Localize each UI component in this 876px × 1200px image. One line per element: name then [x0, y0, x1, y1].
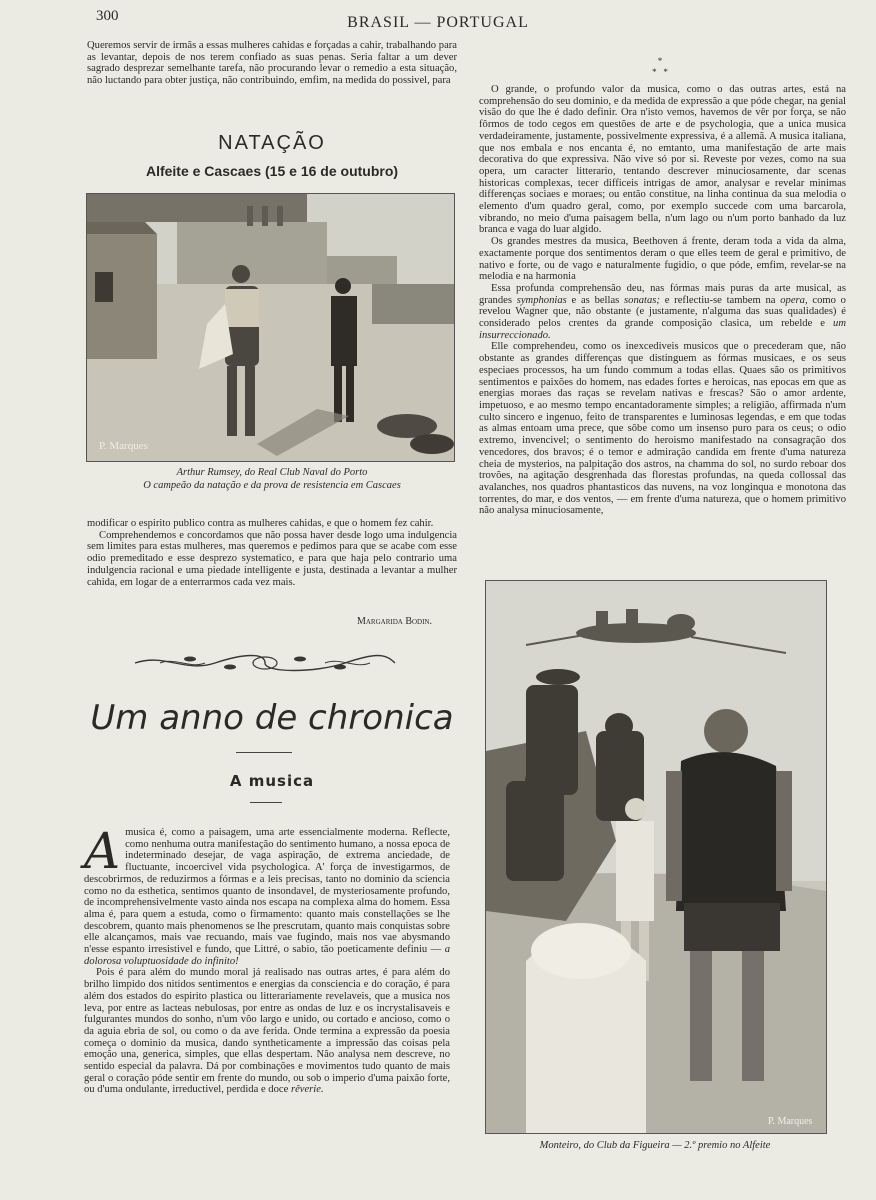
beach-photo: [485, 580, 827, 1134]
photo-signature: P. Marques: [768, 1116, 813, 1127]
ornament-divider: [130, 651, 400, 675]
emphasis: rêverie.: [290, 1084, 324, 1096]
caption-line: O campeão da natação e da prova de resistencia em Cascaes: [143, 480, 401, 491]
emphasis: a dolorosa voluptuosidade do infinito!: [84, 944, 451, 967]
divider: [236, 752, 292, 753]
article-end-paragraph: [87, 40, 457, 87]
paragraph: modificar o espirito publico contra as mulheres cahidas, e que o homem fez cahir.: [87, 518, 434, 529]
page-number: 300: [96, 8, 119, 24]
drop-cap: A: [84, 822, 121, 880]
beach-photo-image: [486, 581, 826, 1133]
paragraph-text: como o revelou Wagner que, não obstante (e justamente, n'alguma das suas qualidades) é considerado pelos crentes da grande composição clasica, um rebelde e: [479, 294, 846, 330]
photo-caption: [87, 466, 457, 492]
photo-signature: P. Marques: [99, 440, 148, 452]
running-title: BRASIL — PORTUGAL: [347, 14, 529, 31]
paragraph-text: musica é, como a paisagem, uma arte essencialmente moderna. Reflecte, como nenhuma outra manifestação do sentimento humano, a nossa epoca de indeterminado desejar, de vaga aspiração, de extrema anciedade, de fluctuante, incoercivel vida psychologica. A' força de investigarmos, de descobrirmos, de reduzirmos a fórmas e a leis precisas, tanto no dominio da sciencia como no da esthetica, sentimos quanto de insondavel, de mysteriosamente profundo, de incomprehensivelmente vasto ainda nos escapa na complexa alma do homem. Essa alma é, para quem a estuda, como o firmamento: quanto mais constellações se lhe descobrem, quanto mais phenomenos se lhe prescrutam, quanto mais conquistas sobre elle alcançamos, mais vae recuando, mais vae fugindo, mais nos vae abysmando n'esse espanto irresistivel e fundo, que Littré, o sabio, tão poeticamente definiu —: [84, 827, 450, 956]
emphasis: sonatas;: [624, 294, 660, 306]
paragraph: [84, 967, 450, 1096]
article-body-right: [479, 84, 846, 517]
author-signature: Margarida Bodin.: [356, 616, 432, 627]
article-continuation: [87, 518, 457, 588]
article-subtitle: A musica: [229, 772, 315, 790]
paragraph: Elle comprehendeu, como os inexcediveis musicos que o precederam que, não obstante as grandes differenças que distinguem as fórmas musicaes, e os seus especiaes processos, ha um fundo commum a todas ellas. Quaes são os primitivos sentimentos e paixões do homem, nas edades fortes e heroicas, nas epocas em que as energias moraes das raças se revelam nativas e frescas? São o amor ardente, impetuoso, e ao mesmo tempo encantadoramente simples; a religião, affirmada n'um culto sincero e ingenuo, feito de transparentes e luminosas legendas, e em que todas as almas entoam uma prece, que sôbe como um insenso puro para os ceus; o odio extremo, invencivel; o sentimento do heroismo manifestado na consagração dos vencedores, dos bravos; é o temor e admiração candida em frente d'uma natureza cheia de mysterios, na palpitação dos astros, na chamma do sol, no surdo reboar dos trovões, na agitação desgrenhada das florestas profundas, na queda collossal das avalanches, nos quadros phantasticos das nuvens, na voz longinqua e monotona das torrentes, do mar, e dos ventos, — em frente d'uma natureza, que o homem primitivo não analysa minuciosamente,: [479, 341, 846, 517]
article-body: [84, 822, 451, 1096]
swimmer-photo: [86, 193, 455, 462]
photo-caption: Monteiro, do Club da Figueira — 2.º premio no Alfeite: [539, 1140, 771, 1151]
paragraph-text: e reflectiu-se tambem na: [664, 294, 776, 306]
paragraph: Os grandes mestres da musica, Beethoven á frente, deram toda a vida da alma, exactamente porque dos sentimentos deram o que elles teem de geral e primitivo, de nativo e forte, ou de vago e naturalmente fugidio, o que póde, emfim, revelar-se na melodia e na harmonia: [479, 236, 846, 283]
paragraph-text: Pois é para além do mundo moral já realisado nas outras artes, é para além do brilho limpido dos nitidos sentimentos e energias da consciencia e do coração, é para além dos estados do espirito plastica ou litterariamente revelaveis, que a musica nos leva, por entre as lacteas nebulosas, por entre as ondas de luz e os incrystalisaveis e fulgurantes mundos do sonho, n'um vôo largo e unido, ou cortado e ancioso, como o da aguia ebria de sol, ou como o da ave ferida. Onde termina a expressão da poesia começa o dominio da musica, dando syntheticamente a impressão das coisas pela emoção una, generica, simples, que ellas despertam. Não analysa nem descreve, no sentido especial da palavra. Dá por combinações e movimentos tudo quanto de mais geral o coração póde sentir em frente do mundo, ou sob o imperio d'uma paixão forte, ou d'uma ondulante, irreductivel, perdida e doce: [84, 967, 450, 1096]
swimmer-photo-image: [87, 194, 454, 461]
emphasis: opera,: [780, 294, 808, 306]
section-title: NATAÇÃO: [218, 132, 326, 154]
emphasis: um insurreccionado.: [479, 318, 846, 341]
paragraph: Queremos servir de irmãs a essas mulheres cahidas e forçadas a cahir, trabalhando para as levantar, depois de nos terem confiado as suas penas. Seria faltar a um dever sagrado desprezar semelhante tarefa, não procurando levar o remedio a esta situação, não luctando para obter justiça, não contribuindo, emfim, na medida do possivel, para: [87, 40, 457, 87]
divider: [250, 802, 282, 803]
article-title: Um anno de chronica: [90, 698, 454, 738]
section-subtitle: Alfeite e Cascaes (15 e 16 de outubro): [145, 163, 399, 179]
paragraph-text: Essa profunda comprehensão deu, nas fórmas mais puras da arte musical, as grandes: [479, 282, 846, 306]
paragraph-text: e as bellas: [571, 294, 620, 306]
paragraph: Comprehendemos e concordamos que não possa haver desde logo uma indulgencia sem limites para estas mulheres, mas queremos e pedimos para que se acabe com esse odio premeditado e esse desprezo systematico, e para que haja pelo contrario uma indulgencia racional e uma piedade intelligente e justa, destinada a levantar a mulher cahida, em logar de a enterrarmos cada vez mais.: [87, 529, 457, 588]
section-stars: * * *: [652, 56, 668, 77]
paragraph: [479, 283, 846, 342]
paragraph: O grande, o profundo valor da musica, como o das outras artes, está na comprehensão do seu dominio, e da medida de expressão a que póde chegar, na genial visão do que lhe é dado definir. Ora n'isto vemos, havemos de vêr por força, se não fôrmos de todo cegos em questões de arte e de psychologia, que a unica musica verdadeiramente, justamente, possivelmente expressiva, é a allemã. A musica italiana, que nos embala e nos encanta é, no emtanto, uma manifestação de arte mais decorativa do que expressiva. Não vive só por si. Reveste por vezes, como na sua opera, um caracter litterario, tentando descrever minuciosamente, dar scenas historicas complexas, tecer difficeis intrigas de amor, analysar e revelar minimas differenças sociaes e moraes; ou então constitue, na linha continua da sua melodia o elemento d'um quadro geral, como, por exemplo succede com uma barcarola, vibrando, no meio d'uma paisagem bella, n'um lago ou n'um porto banhado da luz branca e vaga do luar algido.: [479, 84, 846, 236]
paragraph: [84, 822, 451, 967]
emphasis: symphonias: [516, 294, 567, 306]
caption-line: Arthur Rumsey, do Real Club Naval do Porto: [176, 467, 368, 478]
